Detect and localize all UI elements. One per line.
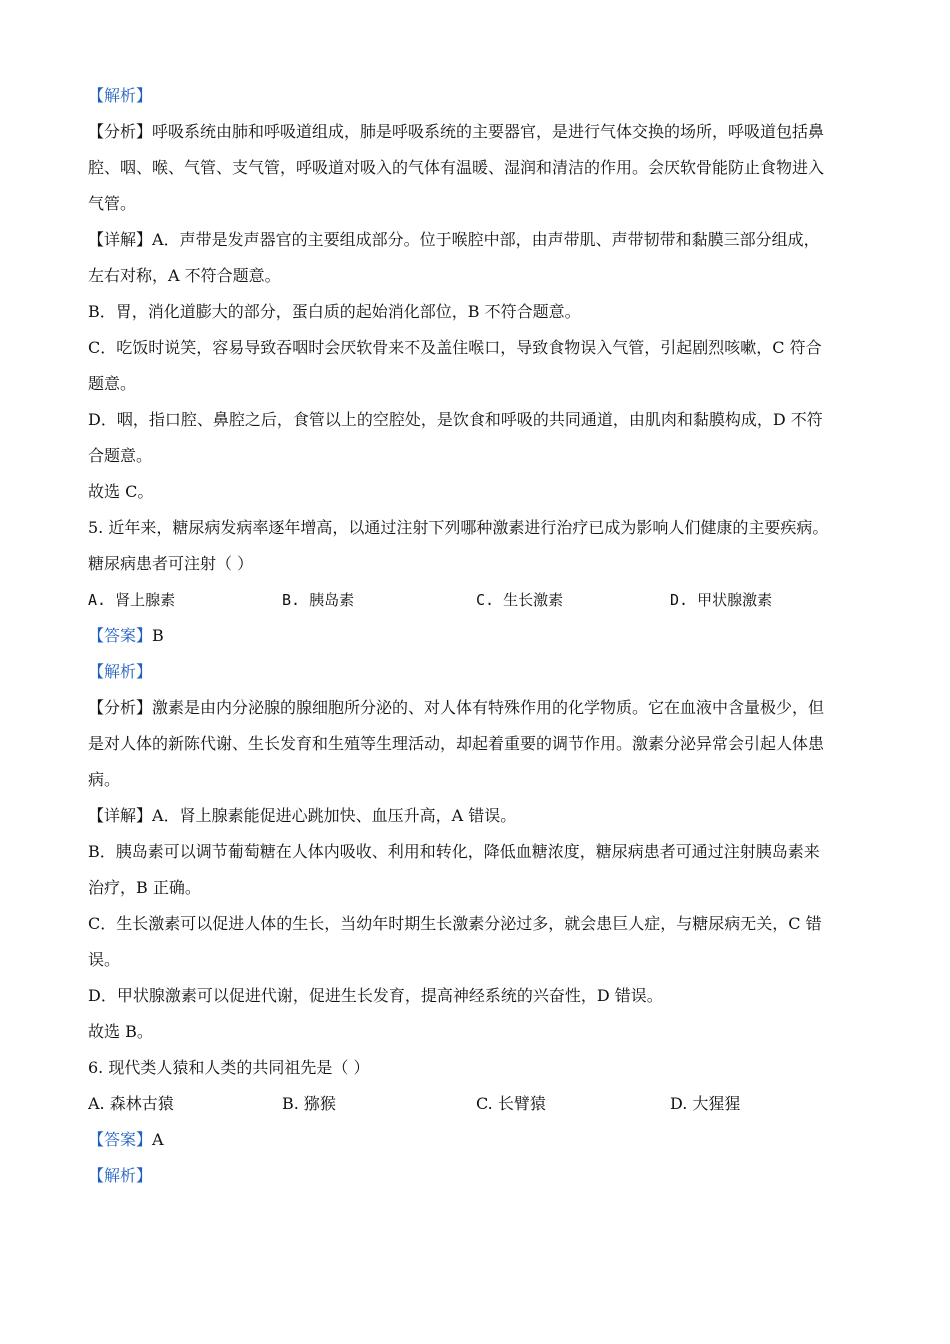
option-d: D. 大猩猩	[670, 1094, 741, 1113]
jiexi-tag: 【解析】	[88, 662, 153, 681]
document-page	[88, 78, 864, 1194]
analysis-heading	[88, 1158, 864, 1194]
question-5-stem-1: 5. 近年来，糖尿病发病率逐年增高，以通过注射下列哪种激素进行治疗已成为影响人们健康的主要疾病。	[88, 518, 829, 537]
xiangjie-tag: 【详解】	[88, 230, 153, 249]
question-6-options	[88, 1086, 864, 1122]
question-6-stem: 6. 现代类人猿和人类的共同祖先是（ ）	[88, 1058, 370, 1077]
option-b: B. 胰岛素	[282, 591, 355, 609]
option-d-explanation: D．甲状腺激素可以促进代谢，促进生长发育，提高神经系统的兴奋性，D 错误。	[88, 986, 663, 1005]
option-c: C. 生长激素	[476, 591, 564, 609]
xiangjie-tag: 【详解】	[88, 806, 153, 825]
jiexi-tag: 【解析】	[88, 86, 153, 105]
option-d-explanation-2: 合题意。	[88, 446, 153, 465]
fenxi-text: 呼吸系统由肺和呼吸道组成，肺是呼吸系统的主要器官，是进行气体交换的场所，呼吸道包括鼻	[152, 122, 825, 141]
fenxi-line-1	[88, 690, 864, 726]
fenxi-line-2: 腔、咽、喉、气管、支气管，呼吸道对吸入的气体有温暖、湿润和清洁的作用。会厌软骨能防止食物进入	[88, 158, 825, 177]
jiexi-tag: 【解析】	[88, 1166, 153, 1185]
option-d: D. 甲状腺激素	[670, 591, 773, 609]
answer-value: A	[152, 1130, 164, 1149]
answer-line	[88, 618, 864, 654]
option-d-explanation-1: D．咽，指口腔、鼻腔之后，食管以上的空腔处，是饮食和呼吸的共同通道，由肌肉和黏膜构成，D 不符	[88, 410, 823, 429]
xiangjie-text: A．肾上腺素能促进心跳加快、血压升高，A 错误。	[152, 806, 517, 825]
option-c-explanation-1: C．吃饭时说笑，容易导致吞咽时会厌软骨来不及盖住喉口，导致食物误入气管，引起剧烈咳嗽，C 符合	[88, 338, 822, 357]
daan-tag: 【答案】	[88, 626, 153, 645]
xiangjie-line-2: 左右对称，A 不符合题意。	[88, 266, 281, 285]
fenxi-text: 激素是由内分泌腺的腺细胞所分泌的、对人体有特殊作用的化学物质。它在血液中含量极少，但	[152, 698, 825, 717]
option-a: A. 肾上腺素	[88, 591, 176, 609]
option-a: A. 森林古猿	[88, 1094, 174, 1113]
option-c: C. 长臂猿	[476, 1094, 546, 1113]
final-answer: 故选 B。	[88, 1022, 153, 1041]
fenxi-tag: 【分析】	[88, 698, 153, 717]
xiangjie-text: A．声带是发声器官的主要组成部分。位于喉腔中部，由声带肌、声带韧带和黏膜三部分组成，	[152, 230, 820, 249]
option-b-explanation-2: 治疗，B 正确。	[88, 878, 201, 897]
answer-line	[88, 1122, 864, 1158]
fenxi-line-2: 是对人体的新陈代谢、生长发育和生殖等生理活动，却起着重要的调节作用。激素分泌异常会引起人体患	[88, 734, 825, 753]
option-b: B. 猕猴	[282, 1094, 336, 1113]
answer-value: B	[152, 626, 164, 645]
option-c-explanation-1: C．生长激素可以促进人体的生长，当幼年时期生长激素分泌过多，就会患巨人症，与糖尿病无关，C 错	[88, 914, 822, 933]
fenxi-line-3: 气管。	[88, 194, 137, 213]
option-b-explanation: B．胃，消化道膨大的部分，蛋白质的起始消化部位，B 不符合题意。	[88, 302, 581, 321]
analysis-heading	[88, 78, 864, 114]
analysis-heading	[88, 654, 864, 690]
question-5-stem-2: 糖尿病患者可注射（ ）	[88, 554, 254, 573]
question-5-options	[88, 582, 864, 618]
final-answer: 故选 C。	[88, 482, 154, 501]
xiangjie-line-1	[88, 222, 864, 258]
fenxi-line-3: 病。	[88, 770, 121, 789]
option-b-explanation-1: B．胰岛素可以调节葡萄糖在人体内吸收、利用和转化，降低血糖浓度，糖尿病患者可通过注射胰岛素来	[88, 842, 820, 861]
daan-tag: 【答案】	[88, 1130, 153, 1149]
xiangjie-line-1	[88, 798, 864, 834]
option-c-explanation-2: 题意。	[88, 374, 137, 393]
option-c-explanation-2: 误。	[88, 950, 121, 969]
fenxi-line-1	[88, 114, 864, 150]
fenxi-tag: 【分析】	[88, 122, 153, 141]
